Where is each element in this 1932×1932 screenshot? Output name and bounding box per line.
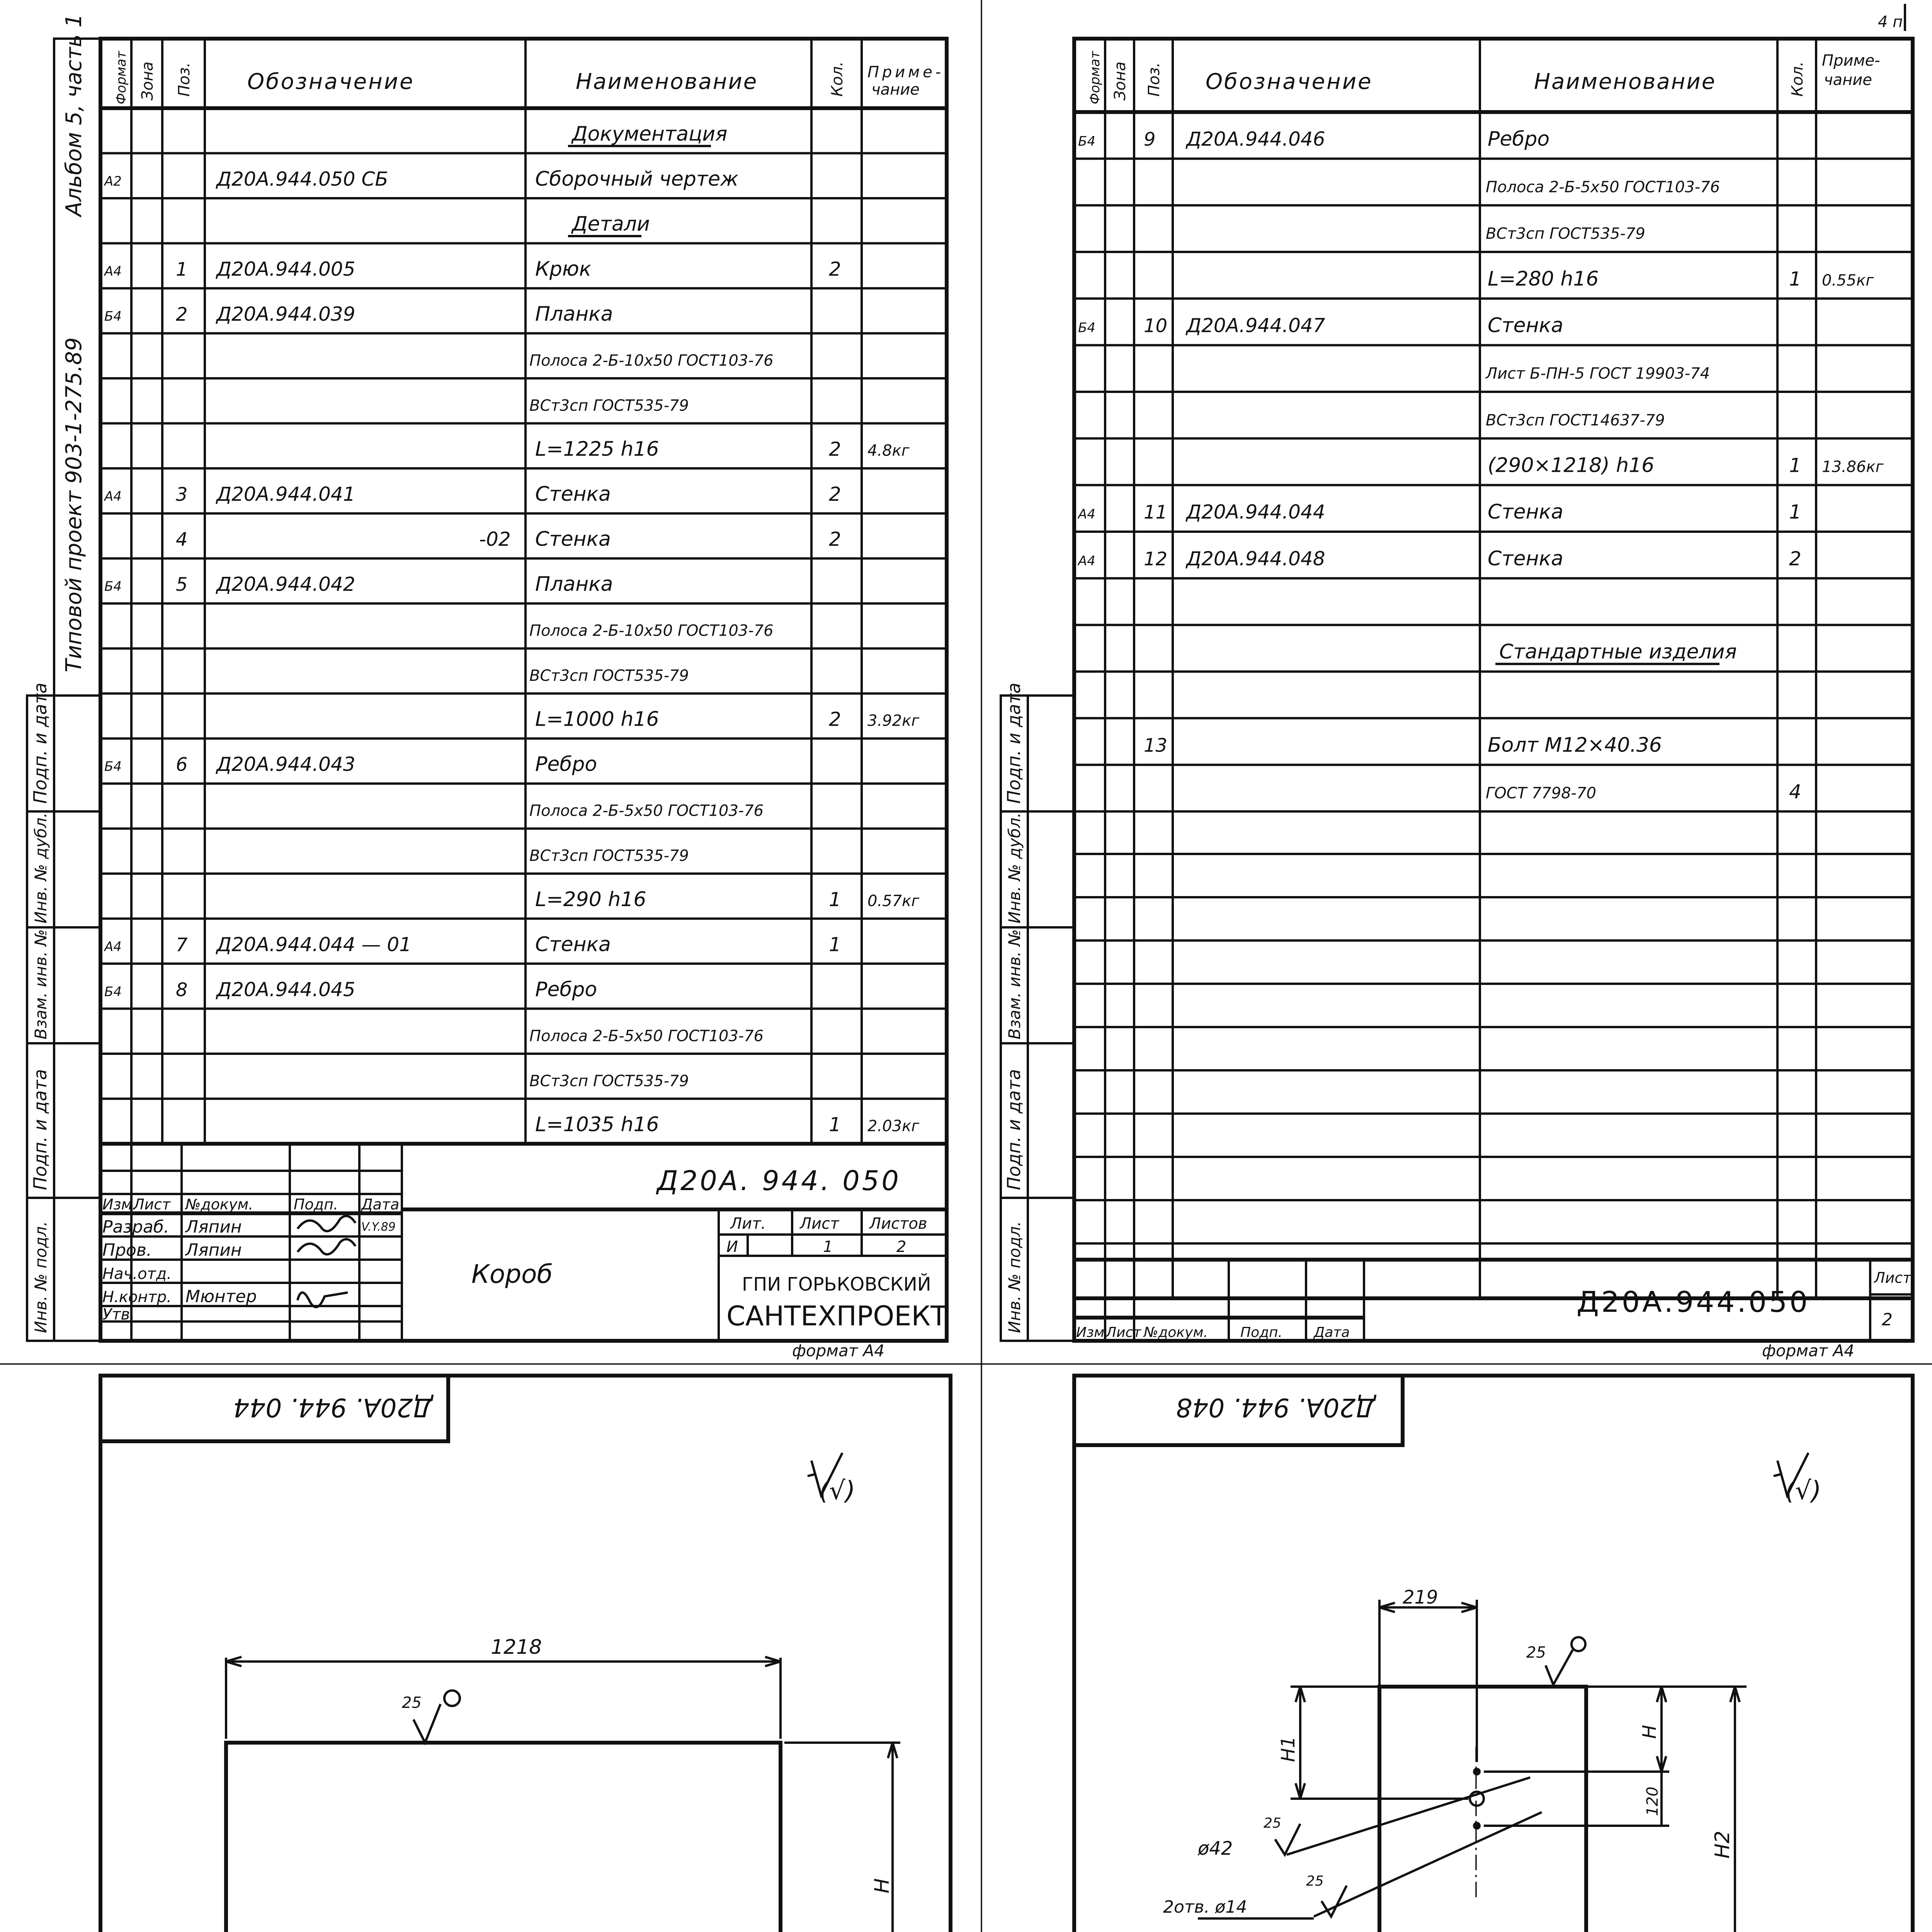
- surface-roughness-value: 25: [402, 1694, 422, 1712]
- hdr-zone: Зона: [1111, 61, 1129, 100]
- row-pos: 11: [1144, 502, 1168, 524]
- row-format: Б4: [1078, 133, 1095, 149]
- part-outline: [226, 1743, 784, 1932]
- dim-holes: 2отв. ø14: [1163, 1897, 1247, 1917]
- row-name: ВСт3сп ГОСТ14637-79: [1486, 411, 1665, 429]
- stamp1-role-nkontr: Н.контр.: [102, 1288, 172, 1306]
- side-sign-date-1: Подп. и дата: [30, 682, 51, 804]
- row-qty: 1: [1789, 267, 1801, 290]
- stamp2-sheet-label: Лист: [1874, 1269, 1912, 1286]
- dim-h: H: [1639, 1725, 1660, 1739]
- hole-phi14-bottom: [1473, 1822, 1481, 1830]
- row-qty: 1: [829, 1113, 841, 1136]
- spec-sheet-1: [27, 14, 947, 1360]
- hdr-qty: Кол.: [1789, 61, 1806, 97]
- row-note: 2.03кг: [867, 1117, 920, 1135]
- row-name: ВСт3сп ГОСТ535-79: [529, 397, 689, 415]
- row-pos: 9: [1144, 128, 1156, 150]
- row-format: Б4: [104, 759, 122, 775]
- stamp1-role-utv: Утв.: [102, 1306, 135, 1323]
- album-label: Альбом 5, часть 1: [61, 14, 87, 216]
- row-qty: 2: [829, 528, 841, 551]
- row-name: Сборочный чертеж: [535, 167, 738, 191]
- sheet1-title: Короб: [471, 1259, 553, 1289]
- row-format: А4: [1078, 553, 1095, 569]
- row-pos: 5: [176, 574, 188, 596]
- row-designation: Д20А.944.039: [216, 303, 355, 325]
- stamp2-lbl-doc: №докум.: [1144, 1325, 1208, 1340]
- row-name: Стенка: [1488, 500, 1563, 524]
- signature-mark: [298, 1239, 355, 1254]
- row-name: ВСт3сп ГОСТ535-79: [529, 1072, 689, 1090]
- row-name: L=1035 h16: [535, 1113, 659, 1136]
- stamp2-sheet: 2: [1882, 1310, 1893, 1330]
- row-name: Планка: [535, 302, 613, 326]
- row-note: 0.55кг: [1822, 271, 1874, 289]
- sheet2-code: Д20А.944.050: [1577, 1286, 1810, 1319]
- project-label: Типовой проект 903-1-275.89: [61, 337, 87, 672]
- row-designation: Д20А.944.048: [1186, 547, 1325, 570]
- row-designation: Д20А.944.047: [1186, 314, 1325, 337]
- leader-roughness-1: 25: [1264, 1815, 1281, 1831]
- hdr-note-2: чание: [1824, 71, 1872, 89]
- row-format: А4: [104, 264, 122, 279]
- row-format: А4: [1078, 507, 1095, 522]
- row-name: Лист Б-ПН-5 ГОСТ 19903-74: [1486, 365, 1710, 383]
- row-designation: -02: [479, 528, 511, 551]
- side-inv-dubl: Инв. № дубл.: [1005, 812, 1024, 923]
- row-designation: Д20А.944.043: [216, 753, 355, 776]
- row-name: ВСт3сп ГОСТ535-79: [529, 667, 689, 685]
- stamp2-lbl-list: Лист: [1106, 1325, 1141, 1340]
- row-format: А4: [104, 939, 122, 955]
- row-pos: 1: [176, 259, 188, 281]
- row-format: А4: [104, 489, 122, 505]
- row-pos: 6: [176, 754, 188, 776]
- row-pos: 3: [176, 484, 188, 506]
- row-name: Планка: [535, 573, 613, 596]
- row-pos: 10: [1144, 315, 1168, 337]
- hdr-qty: Кол.: [828, 61, 846, 97]
- dim-120: 120: [1644, 1786, 1662, 1816]
- row-name: ВСт3сп ГОСТ535-79: [529, 847, 689, 865]
- dim-w-top: 219: [1403, 1587, 1438, 1608]
- row-pos: 2: [176, 303, 188, 325]
- row-name: Стенка: [535, 527, 611, 551]
- hdr-designation: Обозначение: [1206, 69, 1373, 94]
- row-name: Полоса 2-Б-5х50 ГОСТ103-76: [1486, 178, 1720, 196]
- row-note: 3.92кг: [867, 712, 920, 730]
- sheet4-rotated-code: Д20А. 944. 048: [1176, 1393, 1376, 1422]
- side-inv-podl: Инв. № подл.: [1005, 1221, 1024, 1333]
- roughness-mark-text: (√): [819, 1476, 855, 1505]
- row-name: ВСт3сп ГОСТ535-79: [1486, 225, 1645, 243]
- sheet1-code: Д20А. 944. 050: [657, 1165, 901, 1197]
- row-name: Болт М12×40.36: [1488, 733, 1662, 757]
- row-note: 0.57кг: [867, 892, 920, 910]
- row-note: 13.86кг: [1822, 458, 1884, 476]
- stamp1-lbl-sign: Подп.: [294, 1196, 338, 1213]
- stamp1-sheet: 1: [823, 1238, 833, 1256]
- row-format: Б4: [104, 579, 122, 595]
- part-outline: [1379, 1687, 1586, 1932]
- side-inv-podl: Инв. № подл.: [31, 1221, 50, 1333]
- row-qty: 2: [829, 708, 841, 731]
- dim-h1: H1: [1277, 1736, 1299, 1762]
- row-designation: Д20А.944.042: [216, 573, 355, 596]
- hdr-note: Приме-: [1822, 52, 1880, 70]
- stamp2-lbl-izm: Изм.: [1076, 1325, 1109, 1340]
- stamp1-name-nkontr: Мюнтер: [185, 1287, 257, 1306]
- row-format: А2: [104, 173, 122, 189]
- row-qty: 1: [829, 933, 841, 956]
- side-sign-date-1: Подп. и дата: [1003, 682, 1024, 804]
- row-name: L=290 h16: [535, 888, 646, 911]
- stamp1-date-razrab: V.Y.89: [361, 1220, 396, 1234]
- row-pos: 12: [1144, 548, 1168, 570]
- row-name: Ребро: [535, 753, 597, 776]
- row-qty: 2: [829, 258, 841, 281]
- row-note: 4.8кг: [867, 442, 910, 460]
- row-name: Ребро: [1488, 127, 1550, 151]
- side-inv-dubl: Инв. № дубл.: [31, 812, 50, 923]
- stamp1-role-prov: Пров.: [102, 1240, 152, 1260]
- roughness-mark-text: (√): [1785, 1476, 1821, 1505]
- row-format: Б4: [1078, 320, 1095, 336]
- row-designation: Д20А.944.046: [1186, 128, 1325, 150]
- hdr-format: Формат: [1087, 51, 1103, 104]
- surface-roughness-value: 25: [1526, 1644, 1546, 1662]
- row-name: (290×1218) h16: [1488, 454, 1655, 477]
- dim-h2: H2: [1711, 1830, 1734, 1859]
- row-name: Стенка: [535, 483, 611, 506]
- hdr-zone: Зона: [139, 61, 156, 100]
- stamp2-lbl-date: Дата: [1314, 1325, 1350, 1340]
- spec-rows-sheet2: [1074, 128, 1913, 1243]
- stamp1-lbl-izm: Изм.: [102, 1196, 137, 1213]
- hdr-note: Приме-: [867, 63, 941, 81]
- row-qty: 2: [829, 438, 841, 461]
- row-name: Ребро: [535, 978, 597, 1001]
- row-name: Стенка: [1488, 547, 1563, 570]
- row-qty: 1: [1789, 501, 1801, 524]
- row-format: Б4: [104, 308, 122, 324]
- stamp1-lit: И: [726, 1238, 738, 1256]
- section-heading: Стандартные изделия: [1499, 640, 1737, 664]
- row-qty: 2: [829, 483, 841, 506]
- row-pos: 13: [1144, 735, 1168, 757]
- hdr-pos: Поз.: [1145, 62, 1163, 97]
- row-designation: Д20А.944.005: [216, 258, 355, 281]
- hdr-name: Наименование: [1534, 69, 1716, 94]
- sheet1-format: формат А4: [792, 1341, 884, 1360]
- row-pos: 7: [176, 934, 188, 956]
- side-sign-date-2: Подп. и дата: [30, 1069, 51, 1190]
- stamp1-sheet-label: Лист: [800, 1215, 839, 1233]
- row-qty: 2: [1789, 547, 1801, 570]
- stamp1-sheets: 2: [896, 1238, 906, 1256]
- detail-sheet-944-048: [1001, 1376, 1913, 1932]
- section-heading: Детали: [572, 212, 650, 236]
- row-name: Стенка: [1488, 314, 1563, 337]
- row-name: Полоса 2-Б-10х50 ГОСТ103-76: [529, 352, 774, 370]
- signature-mark: [298, 1216, 355, 1231]
- row-name: L=1000 h16: [535, 707, 659, 731]
- row-name: Полоса 2-Б-5х50 ГОСТ103-76: [529, 1027, 764, 1045]
- detail-sheet-944-044: [27, 1376, 951, 1932]
- side-vzam-inv: Взам. инв. №: [1005, 929, 1024, 1039]
- row-pos: 4: [176, 529, 188, 551]
- row-qty: 1: [829, 888, 841, 911]
- spec-sheet-2: [1001, 4, 1913, 1360]
- row-qty: 1: [1789, 454, 1801, 477]
- hole-phi14-top: [1473, 1768, 1481, 1776]
- hdr-note-2: чание: [871, 81, 920, 99]
- dim-phi42: ø42: [1198, 1838, 1233, 1859]
- side-sign-date-2: Подп. и дата: [1003, 1069, 1024, 1190]
- row-name: Стенка: [535, 933, 611, 956]
- leader-roughness-2: 25: [1306, 1873, 1324, 1889]
- spec-rows-sheet1: [100, 122, 947, 1144]
- stamp1-role-razrab: Разраб.: [102, 1217, 169, 1237]
- sheet3-rotated-code: Д20А. 944. 044: [233, 1393, 433, 1422]
- stamp1-role-nach: Нач.отд.: [102, 1265, 172, 1283]
- stamp1-org1: ГПИ ГОРЬКОВСКИЙ: [742, 1274, 931, 1295]
- row-pos: 8: [176, 979, 188, 1001]
- row-designation: Д20А.944.041: [216, 483, 355, 506]
- stamp1-lbl-doc: №докум.: [185, 1196, 253, 1213]
- stamp1-lbl-date: Дата: [361, 1196, 400, 1213]
- side-vzam-inv: Взам. инв. №: [31, 929, 50, 1039]
- stamp1-org2: САНТЕХПРОЕКТ: [726, 1300, 947, 1332]
- section-heading: Документация: [572, 122, 728, 146]
- row-designation: Д20А.944.044 — 01: [216, 933, 412, 956]
- hdr-pos: Поз.: [175, 62, 193, 97]
- row-name: ГОСТ 7798-70: [1486, 784, 1596, 803]
- row-name: Полоса 2-Б-5х50 ГОСТ103-76: [529, 802, 764, 820]
- row-designation: Д20А.944.050 СБ: [216, 168, 388, 190]
- row-name: Крюк: [535, 257, 592, 281]
- hdr-designation: Обозначение: [247, 69, 415, 94]
- dim-width: 1218: [491, 1636, 542, 1659]
- sheet2-format: формат А4: [1762, 1341, 1854, 1360]
- row-format: Б4: [104, 984, 122, 1000]
- stamp2-lbl-sign: Подп.: [1240, 1325, 1282, 1340]
- stamp1-lit-label: Лит.: [730, 1215, 766, 1233]
- hdr-format: Формат: [114, 51, 129, 104]
- stamp1-lbl-list: Лист: [133, 1196, 171, 1213]
- row-name: L=280 h16: [1488, 267, 1599, 291]
- row-name: L=1225 h16: [535, 437, 659, 461]
- dim-h: H: [871, 1878, 894, 1893]
- corner-mark: 4 п: [1878, 13, 1903, 31]
- row-designation: Д20А.944.045: [216, 978, 355, 1001]
- hdr-name: Наименование: [576, 69, 758, 94]
- stamp1-sheets-label: Листов: [869, 1215, 927, 1233]
- stamp1-name-prov: Ляпин: [185, 1240, 242, 1260]
- row-designation: Д20А.944.044: [1186, 501, 1325, 524]
- row-qty: 4: [1789, 781, 1801, 803]
- row-name: Полоса 2-Б-10х50 ГОСТ103-76: [529, 622, 774, 640]
- stamp1-name-razrab: Ляпин: [185, 1217, 242, 1237]
